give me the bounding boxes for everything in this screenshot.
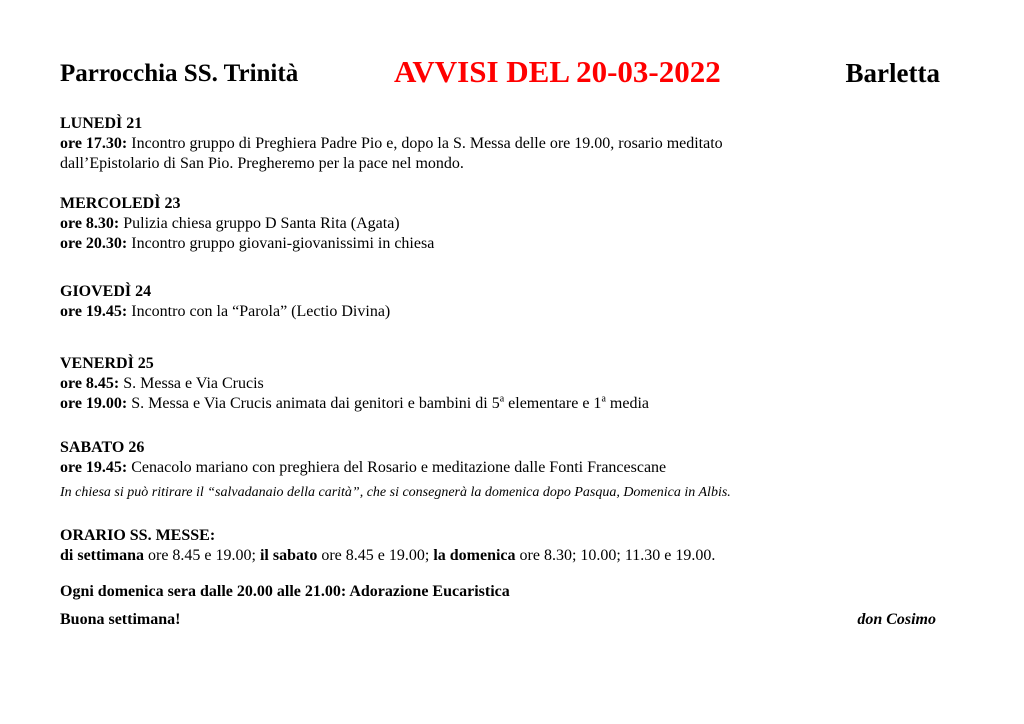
adoration-notice: Ogni domenica sera dalle 20.00 alle 21.00: Adorazione Eucaristica — [60, 583, 510, 600]
schedule-value: ore 8.45 e 19.00; — [317, 547, 434, 564]
schedule-heading: ORARIO SS. MESSE: — [60, 527, 216, 544]
event-time: ore 19.00: — [60, 395, 128, 412]
ordinal-superscript: a — [499, 393, 505, 405]
bulletin-title: AVVISI DEL 20-03-2022 — [394, 54, 721, 89]
signature: don Cosimo — [857, 611, 936, 628]
schedule-value: ore 8.30; 10.00; 11.30 e 19.00. — [515, 547, 716, 564]
event-text: S. Messa e Via Crucis — [119, 375, 264, 392]
day-heading: GIOVEDÌ 24 — [60, 283, 152, 300]
day-heading: LUNEDÌ 21 — [60, 115, 143, 132]
section-mercoledi — [60, 194, 940, 254]
event-line — [60, 394, 940, 414]
greeting: Buona settimana! — [60, 611, 181, 628]
city-name: Barletta — [845, 58, 940, 88]
event-text: S. Messa e Via Crucis animata dai genitori e bambini di 5 — [127, 395, 500, 412]
event-text: Cenacolo mariano con preghiera del Rosario e meditazione dalle Fonti Francescane — [127, 459, 667, 476]
event-time: ore 17.30: — [60, 135, 128, 152]
event-line — [60, 374, 940, 394]
event-line-continued: dall’Epistolario di San Pio. Pregheremo per la pace nel mondo. — [60, 155, 464, 172]
event-line — [60, 234, 940, 254]
bulletin-page — [60, 0, 944, 724]
schedule-label: la domenica — [433, 547, 516, 564]
day-heading: VENERDÌ 25 — [60, 355, 154, 372]
ordinal-superscript: a — [601, 393, 606, 405]
charity-note: In chiesa si può ritirare il “salvadanaio della carità”, che si consegnerà la domenica dopo Pasqua, Domenica in Albis. — [60, 485, 731, 500]
event-time: ore 20.30: — [60, 235, 128, 252]
event-line — [60, 302, 940, 322]
event-line — [60, 214, 940, 234]
schedule-line — [60, 546, 940, 566]
section-giovedi — [60, 282, 940, 322]
event-line — [60, 458, 940, 478]
header — [60, 54, 944, 94]
schedule-label: il sabato — [259, 547, 318, 564]
announcements — [60, 114, 940, 630]
event-text: Incontro con la “Parola” (Lectio Divina) — [127, 303, 391, 320]
schedule-label: di settimana — [60, 547, 144, 564]
event-text: elementare e 1 — [504, 395, 602, 412]
event-time: ore 8.45: — [60, 375, 120, 392]
event-time: ore 19.45: — [60, 303, 128, 320]
section-sabato — [60, 438, 940, 478]
day-heading: MERCOLEDÌ 23 — [60, 195, 181, 212]
footer — [60, 610, 940, 630]
event-time: ore 8.30: — [60, 215, 120, 232]
event-time: ore 19.45: — [60, 459, 128, 476]
event-text: Incontro gruppo di Preghiera Padre Pio e, dopo la S. Messa delle ore 19.00, rosario meditato — [127, 135, 723, 152]
section-mass-schedule — [60, 526, 940, 566]
event-text: Pulizia chiesa gruppo D Santa Rita (Agata) — [119, 215, 400, 232]
event-text: media — [605, 395, 649, 412]
section-lunedi — [60, 114, 940, 174]
schedule-value: ore 8.45 e 19.00; — [144, 547, 260, 564]
event-text: Incontro gruppo giovani-giovanissimi in chiesa — [127, 235, 435, 252]
event-line — [60, 134, 940, 154]
day-heading: SABATO 26 — [60, 439, 145, 456]
parish-name: Parrocchia SS. Trinità — [60, 60, 299, 87]
section-venerdi — [60, 354, 940, 414]
